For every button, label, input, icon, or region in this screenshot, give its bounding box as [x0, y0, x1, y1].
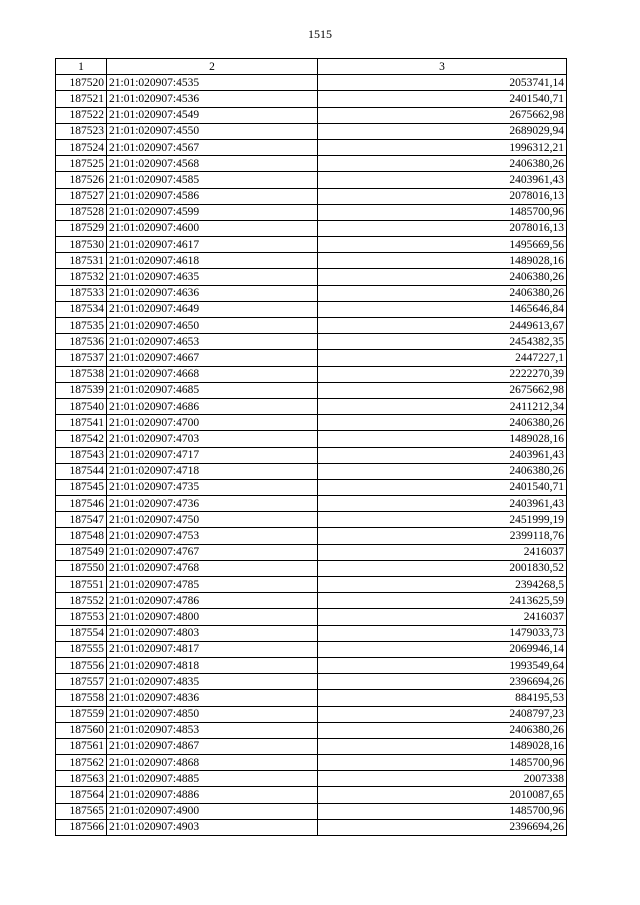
cadastral-number-cell: 21:01:020907:4768: [107, 560, 318, 576]
table-row: [56, 156, 567, 172]
value-cell: 1479033,73: [318, 625, 567, 641]
row-number-cell: 187554: [56, 625, 107, 641]
row-number-cell: 187542: [56, 431, 107, 447]
table-row: [56, 755, 567, 771]
value-cell: 2401540,71: [318, 91, 567, 107]
value-cell: 2069946,14: [318, 641, 567, 657]
value-cell: 2399118,76: [318, 528, 567, 544]
row-number-cell: 187553: [56, 609, 107, 625]
table-row: [56, 593, 567, 609]
cadastral-number-cell: 21:01:020907:4868: [107, 755, 318, 771]
cadastral-number-cell: 21:01:020907:4717: [107, 447, 318, 463]
value-cell: 2396694,26: [318, 819, 567, 835]
value-cell: 2406380,26: [318, 269, 567, 285]
value-cell: 2403961,43: [318, 447, 567, 463]
table-row: [56, 75, 567, 91]
cadastral-number-cell: 21:01:020907:4617: [107, 237, 318, 253]
value-cell: 2222270,39: [318, 366, 567, 382]
cadastral-number-cell: 21:01:020907:4599: [107, 204, 318, 220]
table-row: [56, 496, 567, 512]
cadastral-number-cell: 21:01:020907:4750: [107, 512, 318, 528]
row-number-cell: 187541: [56, 415, 107, 431]
cadastral-number-cell: 21:01:020907:4886: [107, 787, 318, 803]
value-cell: 2675662,98: [318, 107, 567, 123]
table-row: [56, 318, 567, 334]
cadastral-number-cell: 21:01:020907:4753: [107, 528, 318, 544]
table-row: [56, 657, 567, 673]
row-number-cell: 187565: [56, 803, 107, 819]
row-number-cell: 187524: [56, 139, 107, 155]
value-cell: 2406380,26: [318, 156, 567, 172]
table-row: [56, 237, 567, 253]
cadastral-number-cell: 21:01:020907:4836: [107, 690, 318, 706]
row-number-cell: 187537: [56, 350, 107, 366]
value-cell: 2413625,59: [318, 593, 567, 609]
value-cell: 1489028,16: [318, 253, 567, 269]
row-number-cell: 187555: [56, 641, 107, 657]
cadastral-number-cell: 21:01:020907:4800: [107, 609, 318, 625]
table-row: [56, 139, 567, 155]
value-cell: 2411212,34: [318, 398, 567, 414]
row-number-cell: 187525: [56, 156, 107, 172]
cadastral-number-cell: 21:01:020907:4668: [107, 366, 318, 382]
cadastral-number-cell: 21:01:020907:4703: [107, 431, 318, 447]
row-number-cell: 187552: [56, 593, 107, 609]
row-number-cell: 187528: [56, 204, 107, 220]
value-cell: 2447227,1: [318, 350, 567, 366]
table-row: [56, 220, 567, 236]
cadastral-number-cell: 21:01:020907:4785: [107, 577, 318, 593]
cadastral-number-cell: 21:01:020907:4650: [107, 318, 318, 334]
table-row: [56, 301, 567, 317]
cadastral-number-cell: 21:01:020907:4586: [107, 188, 318, 204]
table-row: [56, 609, 567, 625]
row-number-cell: 187557: [56, 674, 107, 690]
row-number-cell: 187545: [56, 479, 107, 495]
table-row: [56, 366, 567, 382]
value-cell: 2001830,52: [318, 560, 567, 576]
table-row: [56, 706, 567, 722]
table-row: [56, 398, 567, 414]
table-row: [56, 188, 567, 204]
cadastral-number-cell: 21:01:020907:4803: [107, 625, 318, 641]
cadastral-number-cell: 21:01:020907:4885: [107, 771, 318, 787]
value-cell: 2408797,23: [318, 706, 567, 722]
row-number-cell: 187536: [56, 334, 107, 350]
row-number-cell: 187544: [56, 463, 107, 479]
value-cell: 1993549,64: [318, 657, 567, 673]
table-row: [56, 91, 567, 107]
table-row: [56, 819, 567, 835]
row-number-cell: 187560: [56, 722, 107, 738]
value-cell: 2406380,26: [318, 285, 567, 301]
value-cell: 2007338: [318, 771, 567, 787]
cadastral-number-cell: 21:01:020907:4635: [107, 269, 318, 285]
table-row: [56, 803, 567, 819]
value-cell: 2449613,67: [318, 318, 567, 334]
row-number-cell: 187539: [56, 382, 107, 398]
cadastral-number-cell: 21:01:020907:4850: [107, 706, 318, 722]
value-cell: 2396694,26: [318, 674, 567, 690]
header-row: [56, 59, 567, 75]
cadastral-number-cell: 21:01:020907:4686: [107, 398, 318, 414]
cadastral-number-cell: 21:01:020907:4786: [107, 593, 318, 609]
cadastral-number-cell: 21:01:020907:4736: [107, 496, 318, 512]
table-row: [56, 641, 567, 657]
cadastral-number-cell: 21:01:020907:4817: [107, 641, 318, 657]
row-number-cell: 187561: [56, 738, 107, 754]
cadastral-number-cell: 21:01:020907:4853: [107, 722, 318, 738]
row-number-cell: 187534: [56, 301, 107, 317]
cadastral-number-cell: 21:01:020907:4700: [107, 415, 318, 431]
value-cell: 1485700,96: [318, 803, 567, 819]
row-number-cell: 187530: [56, 237, 107, 253]
cadastral-number-cell: 21:01:020907:4653: [107, 334, 318, 350]
cadastral-number-cell: 21:01:020907:4585: [107, 172, 318, 188]
data-table: [55, 58, 567, 836]
value-cell: 2403961,43: [318, 172, 567, 188]
column-header-2: 2: [107, 59, 318, 75]
row-number-cell: 187538: [56, 366, 107, 382]
row-number-cell: 187521: [56, 91, 107, 107]
row-number-cell: 187543: [56, 447, 107, 463]
table-row: [56, 447, 567, 463]
row-number-cell: 187532: [56, 269, 107, 285]
value-cell: 1495669,56: [318, 237, 567, 253]
cadastral-number-cell: 21:01:020907:4535: [107, 75, 318, 91]
table-row: [56, 431, 567, 447]
table-row: [56, 382, 567, 398]
row-number-cell: 187540: [56, 398, 107, 414]
value-cell: 2053741,14: [318, 75, 567, 91]
cadastral-number-cell: 21:01:020907:4867: [107, 738, 318, 754]
cadastral-number-cell: 21:01:020907:4900: [107, 803, 318, 819]
cadastral-number-cell: 21:01:020907:4567: [107, 139, 318, 155]
table-row: [56, 738, 567, 754]
row-number-cell: 187563: [56, 771, 107, 787]
value-cell: 1485700,96: [318, 204, 567, 220]
table-row: [56, 204, 567, 220]
value-cell: 1996312,21: [318, 139, 567, 155]
cadastral-number-cell: 21:01:020907:4735: [107, 479, 318, 495]
value-cell: 2078016,13: [318, 220, 567, 236]
value-cell: 1489028,16: [318, 431, 567, 447]
table-row: [56, 625, 567, 641]
row-number-cell: 187548: [56, 528, 107, 544]
table-row: [56, 479, 567, 495]
value-cell: 2394268,5: [318, 577, 567, 593]
table-row: [56, 269, 567, 285]
value-cell: 2675662,98: [318, 382, 567, 398]
row-number-cell: 187546: [56, 496, 107, 512]
cadastral-number-cell: 21:01:020907:4667: [107, 350, 318, 366]
table-row: [56, 285, 567, 301]
cadastral-number-cell: 21:01:020907:4636: [107, 285, 318, 301]
table-row: [56, 512, 567, 528]
cadastral-number-cell: 21:01:020907:4649: [107, 301, 318, 317]
table-row: [56, 544, 567, 560]
cadastral-number-cell: 21:01:020907:4549: [107, 107, 318, 123]
table-row: [56, 577, 567, 593]
cadastral-number-cell: 21:01:020907:4767: [107, 544, 318, 560]
value-cell: 2416037: [318, 609, 567, 625]
row-number-cell: 187522: [56, 107, 107, 123]
table-row: [56, 123, 567, 139]
row-number-cell: 187520: [56, 75, 107, 91]
row-number-cell: 187564: [56, 787, 107, 803]
value-cell: 2454382,35: [318, 334, 567, 350]
row-number-cell: 187549: [56, 544, 107, 560]
column-header-3: 3: [318, 59, 567, 75]
value-cell: 2416037: [318, 544, 567, 560]
row-number-cell: 187559: [56, 706, 107, 722]
row-number-cell: 187556: [56, 657, 107, 673]
cadastral-number-cell: 21:01:020907:4685: [107, 382, 318, 398]
table-row: [56, 674, 567, 690]
table-row: [56, 463, 567, 479]
table-row: [56, 107, 567, 123]
value-cell: 2406380,26: [318, 722, 567, 738]
cadastral-number-cell: 21:01:020907:4568: [107, 156, 318, 172]
value-cell: 1465646,84: [318, 301, 567, 317]
row-number-cell: 187533: [56, 285, 107, 301]
row-number-cell: 187558: [56, 690, 107, 706]
column-header-1: 1: [56, 59, 107, 75]
table-row: [56, 350, 567, 366]
row-number-cell: 187535: [56, 318, 107, 334]
row-number-cell: 187529: [56, 220, 107, 236]
row-number-cell: 187531: [56, 253, 107, 269]
value-cell: 2406380,26: [318, 463, 567, 479]
value-cell: 1485700,96: [318, 755, 567, 771]
page-number: 1515: [308, 27, 332, 41]
cadastral-number-cell: 21:01:020907:4835: [107, 674, 318, 690]
row-number-cell: 187547: [56, 512, 107, 528]
table-row: [56, 787, 567, 803]
cadastral-number-cell: 21:01:020907:4818: [107, 657, 318, 673]
table-row: [56, 771, 567, 787]
row-number-cell: 187562: [56, 755, 107, 771]
cadastral-number-cell: 21:01:020907:4618: [107, 253, 318, 269]
table-row: [56, 560, 567, 576]
value-cell: 884195,53: [318, 690, 567, 706]
row-number-cell: 187523: [56, 123, 107, 139]
table-row: [56, 722, 567, 738]
row-number-cell: 187527: [56, 188, 107, 204]
table-row: [56, 528, 567, 544]
value-cell: 2689029,94: [318, 123, 567, 139]
row-number-cell: 187550: [56, 560, 107, 576]
value-cell: 2451999,19: [318, 512, 567, 528]
value-cell: 2406380,26: [318, 415, 567, 431]
value-cell: 1489028,16: [318, 738, 567, 754]
cadastral-number-cell: 21:01:020907:4550: [107, 123, 318, 139]
table-row: [56, 334, 567, 350]
value-cell: 2010087,65: [318, 787, 567, 803]
value-cell: 2403961,43: [318, 496, 567, 512]
cadastral-number-cell: 21:01:020907:4536: [107, 91, 318, 107]
cadastral-number-cell: 21:01:020907:4600: [107, 220, 318, 236]
row-number-cell: 187566: [56, 819, 107, 835]
table-row: [56, 690, 567, 706]
row-number-cell: 187551: [56, 577, 107, 593]
table-row: [56, 253, 567, 269]
cadastral-number-cell: 21:01:020907:4903: [107, 819, 318, 835]
table-row: [56, 172, 567, 188]
cadastral-number-cell: 21:01:020907:4718: [107, 463, 318, 479]
value-cell: 2078016,13: [318, 188, 567, 204]
table-row: [56, 415, 567, 431]
value-cell: 2401540,71: [318, 479, 567, 495]
row-number-cell: 187526: [56, 172, 107, 188]
